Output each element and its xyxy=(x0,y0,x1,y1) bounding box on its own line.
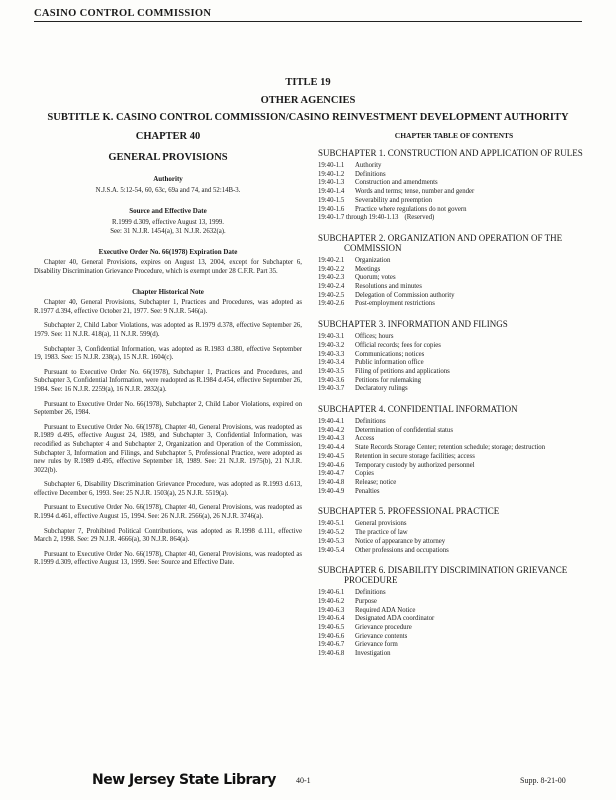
section-title: Official records; fees for copies xyxy=(355,341,441,349)
toc-entry xyxy=(318,488,590,497)
section-title: Release; notice xyxy=(355,478,397,486)
section-title: Offices; hours xyxy=(355,333,394,341)
subchapter-heading: SUBCHAPTER 2. ORGANIZATION AND OPERATION OF THE COMMISSION xyxy=(318,232,563,253)
section-title: Other professions and occupations xyxy=(355,546,449,554)
section-number: 19:40-6.6 xyxy=(318,632,345,640)
toc-entry xyxy=(318,547,590,556)
section-number: 19:40-4.7 xyxy=(318,470,345,478)
toc-entry xyxy=(318,292,590,301)
section-number: 19:40-5.4 xyxy=(318,546,345,554)
section-title: Delegation of Commission authority xyxy=(355,291,455,299)
toc-entry xyxy=(318,300,590,309)
title: TITLE 19 xyxy=(285,77,331,88)
toc-entry xyxy=(318,453,590,462)
section-number: 19:40-6.5 xyxy=(318,624,345,632)
section-number: 19:40-3.7 xyxy=(318,385,345,393)
section-number: 19:40-3.2 xyxy=(318,341,345,349)
subchapter-heading: SUBCHAPTER 5. PROFESSIONAL PRACTICE xyxy=(318,506,500,517)
section-number: 19:40-3.5 xyxy=(318,367,345,375)
section-title: The practice of law xyxy=(355,529,408,537)
section-number: 19:40-3.6 xyxy=(318,376,345,384)
toc-title: CHAPTER TABLE OF CONTENTS xyxy=(394,131,514,140)
section-title: General provisions xyxy=(355,520,407,528)
library-logo: New Jersey State Library xyxy=(92,772,276,788)
toc-entry xyxy=(318,333,590,342)
toc-entry xyxy=(318,444,590,453)
toc-entry xyxy=(318,641,590,650)
toc-entry xyxy=(318,385,590,394)
toc-entry xyxy=(318,529,590,538)
toc-entry xyxy=(318,368,590,377)
running-head: CASINO CONTROL COMMISSION xyxy=(34,8,582,22)
subchapter-heading: SUBCHAPTER 6. DISABILITY DISCRIMINATION GRIEVANCE PROCEDURE xyxy=(318,565,568,586)
toc-entry xyxy=(318,274,590,283)
section-number: 19:40-3.4 xyxy=(318,359,345,367)
subchapter-heading: SUBCHAPTER 4. CONFIDENTIAL INFORMATION xyxy=(318,404,518,415)
history-paragraph: Subchapter 2, Child Labor Violations, was adopted as R.1979 d.378, effective September 26, 1979. See: 11 N.J.R. 418(a), 11 N.J.R. 599(d). xyxy=(34,322,302,338)
section-title: Petitions for rulemaking xyxy=(355,376,422,384)
section-number: 19:40-5.3 xyxy=(318,537,345,545)
toc-entry xyxy=(318,171,590,180)
toc-entry xyxy=(318,418,590,427)
section-number: 19:40-4.6 xyxy=(318,461,345,469)
other-agencies-heading: OTHER AGENCIES xyxy=(260,95,356,106)
section-number: 19:40-6.8 xyxy=(318,650,345,658)
history-paragraph: Chapter 40, General Provisions, Subchapter 1, Practices and Procedures, was adopted as R.1977 d.394, effective October 21, 1977. See: 9 N.J.R. 546(a). xyxy=(34,299,302,315)
page-number: 40-1 xyxy=(296,776,311,785)
history-heading: Chapter Historical Note xyxy=(132,288,204,297)
history-paragraph: Pursuant to Executive Order No. 66(1978), Chapter 40, General Provisions, was readopted as R.1994 d.461, effective August 15, 1994. See: 26 N.J.R. 2566(a), 26 N.J.R. 3746(a). xyxy=(34,504,302,521)
section-number: 19:40-5.1 xyxy=(318,520,345,528)
section-number: 19:40-6.7 xyxy=(318,641,345,649)
section-number: 19:40-1.1 xyxy=(318,162,345,169)
toc-entry xyxy=(318,266,590,275)
exec-order-text: Chapter 40, General Provisions, expires on August 13, 2004, except for Subchapter 6, Disability Discrimination Grievance Procedure, which is exempt under 28 C.F.R. Part 35. xyxy=(34,259,302,275)
history-paragraph: Pursuant to Executive Order No. 66(1978), Chapter 40, General Provisions, was readopted as R.1989 d.495, effective August 24, 1989, and Subchapter 3, Confidential Information, was recodified as Subchapter 4 and Subchapter 2, Organization and Operation of the Commission, Subchapter 3, Information and Filings, and Subchapter 5, Professional Practice, were adopted as new rules by R.1989 d.495, effective September 18, 1989. See: 21 N.J.R. 1975(b), 21 N.J.R. 3022(b). xyxy=(34,423,302,474)
section-number: 19:40-6.2 xyxy=(318,597,345,605)
section-title: Definitions xyxy=(355,589,386,597)
toc-entry xyxy=(318,206,590,215)
section-number: 19:40-1.4 xyxy=(318,188,345,196)
authority-heading: Authority xyxy=(153,175,183,183)
section-title: Grievance form xyxy=(355,641,398,649)
section-title: Determination of confidential status xyxy=(355,426,453,434)
source-line: R.1999 d.309, effective August 13, 1999. xyxy=(111,219,224,226)
exec-order-heading: Executive Order No. 66(1978) Expiration Date xyxy=(98,248,238,256)
chapter-number: CHAPTER 40 xyxy=(135,131,201,142)
section-title: Practice where regulations do not govern xyxy=(355,205,467,213)
section-title: Public information office xyxy=(355,359,424,367)
section-title: Resolutions and minutes xyxy=(355,283,422,291)
section-title: Meetings xyxy=(355,265,381,273)
history-paragraph: Subchapter 3, Confidential Information, was adopted as R.1983 d.380, effective September 19, 1983. See: 15 N.J.R. 238(a), 15 N.J.R. 1604(c). xyxy=(34,345,302,362)
toc-entry xyxy=(318,650,590,659)
toc-entry xyxy=(318,162,590,171)
toc-entry xyxy=(318,633,590,642)
toc-entry xyxy=(318,538,590,547)
section-title: Grievance procedure xyxy=(355,624,412,632)
section-title: Definitions xyxy=(355,170,386,178)
toc-body xyxy=(318,148,590,659)
toc-entry xyxy=(318,615,590,624)
toc-entry xyxy=(318,598,590,607)
section-number: 19:40-3.3 xyxy=(318,350,345,358)
subchapter-heading: SUBCHAPTER 3. INFORMATION AND FILINGS xyxy=(318,319,508,330)
subchapter-heading: SUBCHAPTER 1. CONSTRUCTION AND APPLICATION OF RULES xyxy=(318,148,583,158)
section-number: 19:40-4.3 xyxy=(318,435,345,443)
section-number: 19:40-3.1 xyxy=(318,333,345,341)
authority-text: N.J.S.A. 5:12-54, 60, 63c, 69a and 74, and 52:14B-3. xyxy=(95,187,241,194)
section-title: Notice of appearance by attorney xyxy=(355,537,446,545)
chapter-name: GENERAL PROVISIONS xyxy=(108,152,228,163)
toc-entry xyxy=(318,179,590,188)
section-title: Post-employment restrictions xyxy=(355,300,435,308)
section-title: Designated ADA coordinator xyxy=(355,615,435,623)
section-number: 19:40-4.5 xyxy=(318,452,345,460)
toc-entry xyxy=(318,435,590,444)
section-number: 19:40-6.4 xyxy=(318,615,345,623)
section-number: 19:40-2.2 xyxy=(318,265,345,273)
section-title: Authority xyxy=(355,162,382,169)
toc-entry xyxy=(318,470,590,479)
history-paragraph: Subchapter 7, Prohibited Political Contributions, was adopted as R.1998 d.111, effective March 2, 1998. See: 29 N.J.R. 4666(a), 30 N.J.R. 864(a). xyxy=(34,527,302,544)
history-paragraph: Pursuant to Executive Order No. 66(1978), Subchapter 1, Practices and Procedures, and Subchapter 3, Confidential Information, were readopted as R.1984 d.454, effective September 26, 1984. See: 16 N.J.R. 2259(a), 16 N.J.R. 2832(a). xyxy=(34,368,302,393)
section-number: 19:40-4.8 xyxy=(318,478,345,486)
section-title: Penalties xyxy=(355,487,380,495)
section-title: Required ADA Notice xyxy=(355,606,416,614)
section-number: 19:40-1.3 xyxy=(318,179,345,187)
source-heading: Source and Effective Date xyxy=(129,207,207,215)
section-title: Retention in secure storage facilities; access xyxy=(355,452,475,460)
toc-entry xyxy=(318,589,590,598)
section-title: Filing of petitions and applications xyxy=(355,367,450,375)
section-title: Definitions xyxy=(355,418,386,426)
section-number: 19:40-4.1 xyxy=(318,418,345,426)
section-number: 19:40-6.1 xyxy=(318,589,345,597)
section-number: 19:40-1.2 xyxy=(318,170,345,178)
section-number: 19:40-2.6 xyxy=(318,300,345,308)
toc-entry xyxy=(318,257,590,266)
history-notes xyxy=(34,299,302,568)
toc-entry xyxy=(318,197,590,206)
table-of-contents xyxy=(318,131,590,659)
section-number: 19:40-4.9 xyxy=(318,487,345,495)
section-number: 19:40-4.4 xyxy=(318,444,345,452)
section-title: Communications; notices xyxy=(355,350,425,358)
section-title: Investigation xyxy=(355,650,391,658)
history-paragraph: Pursuant to Executive Order No. 66(1978), Chapter 40, General Provisions, was readopted as R.1999 d.309, effective August 13, 1999. See: Source and Effective Date. xyxy=(34,550,302,567)
section-number: 19:40-1.7 through 19:40-1.13 xyxy=(318,214,399,222)
toc-entry xyxy=(318,214,590,223)
source-line: See: 31 N.J.R. 1454(a), 31 N.J.R. 2632(a). xyxy=(110,228,226,235)
toc-entry xyxy=(318,377,590,386)
section-title: Grievance contents xyxy=(355,632,408,640)
toc-entry xyxy=(318,462,590,471)
toc-entry xyxy=(318,624,590,633)
section-number: 19:40-2.4 xyxy=(318,283,345,291)
history-paragraph: Pursuant to Executive Order No. 66(1978), Subchapter 2, Child Labor Violations, expired on September 26, 1984. xyxy=(34,400,302,417)
section-title: Words and terms; tense, number and gender xyxy=(355,188,475,196)
left-column xyxy=(34,131,302,574)
section-number: 19:40-5.2 xyxy=(318,529,345,537)
toc-entry xyxy=(318,351,590,360)
section-title: Severability and preemption xyxy=(355,196,433,204)
toc-entry xyxy=(318,188,590,197)
toc-entry xyxy=(318,427,590,436)
section-title: Purpose xyxy=(355,597,377,605)
section-title: Declaratory rulings xyxy=(355,385,408,393)
toc-entry xyxy=(318,520,590,529)
section-number: 19:40-1.6 xyxy=(318,205,345,213)
section-title: Access xyxy=(355,435,375,443)
section-title: Quorum; votes xyxy=(355,274,396,282)
subtitle: SUBTITLE K. CASINO CONTROL COMMISSION/CASINO REINVESTMENT DEVELOPMENT AUTHORITY xyxy=(47,112,569,123)
toc-entry xyxy=(318,283,590,292)
section-title: State Records Storage Center; retention schedule; storage; destruction xyxy=(355,444,546,452)
section-title: Construction and amendments xyxy=(355,179,438,187)
toc-entry xyxy=(318,607,590,616)
section-number: 19:40-2.5 xyxy=(318,291,345,299)
section-number: 19:40-4.2 xyxy=(318,426,345,434)
section-title: Copies xyxy=(355,470,374,478)
supplement-date: Supp. 8-21-00 xyxy=(520,776,566,785)
history-paragraph: Subchapter 6, Disability Discrimination Grievance Procedure, was adopted as R.1993 d.613, effective December 6, 1993. See: 25 N.J.R. 1503(a), 25 N.J.R. 5519(a). xyxy=(34,481,302,497)
toc-entry xyxy=(318,342,590,351)
section-number: 19:40-1.5 xyxy=(318,196,345,204)
section-number: 19:40-2.1 xyxy=(318,256,345,264)
toc-entry xyxy=(318,479,590,488)
section-title: (Reserved) xyxy=(404,214,435,222)
section-number: 19:40-6.3 xyxy=(318,606,345,614)
section-number: 19:40-2.3 xyxy=(318,274,345,282)
section-title: Organization xyxy=(355,256,391,264)
section-title: Temporary custody by authorized personnel xyxy=(355,461,475,469)
toc-entry xyxy=(318,359,590,368)
